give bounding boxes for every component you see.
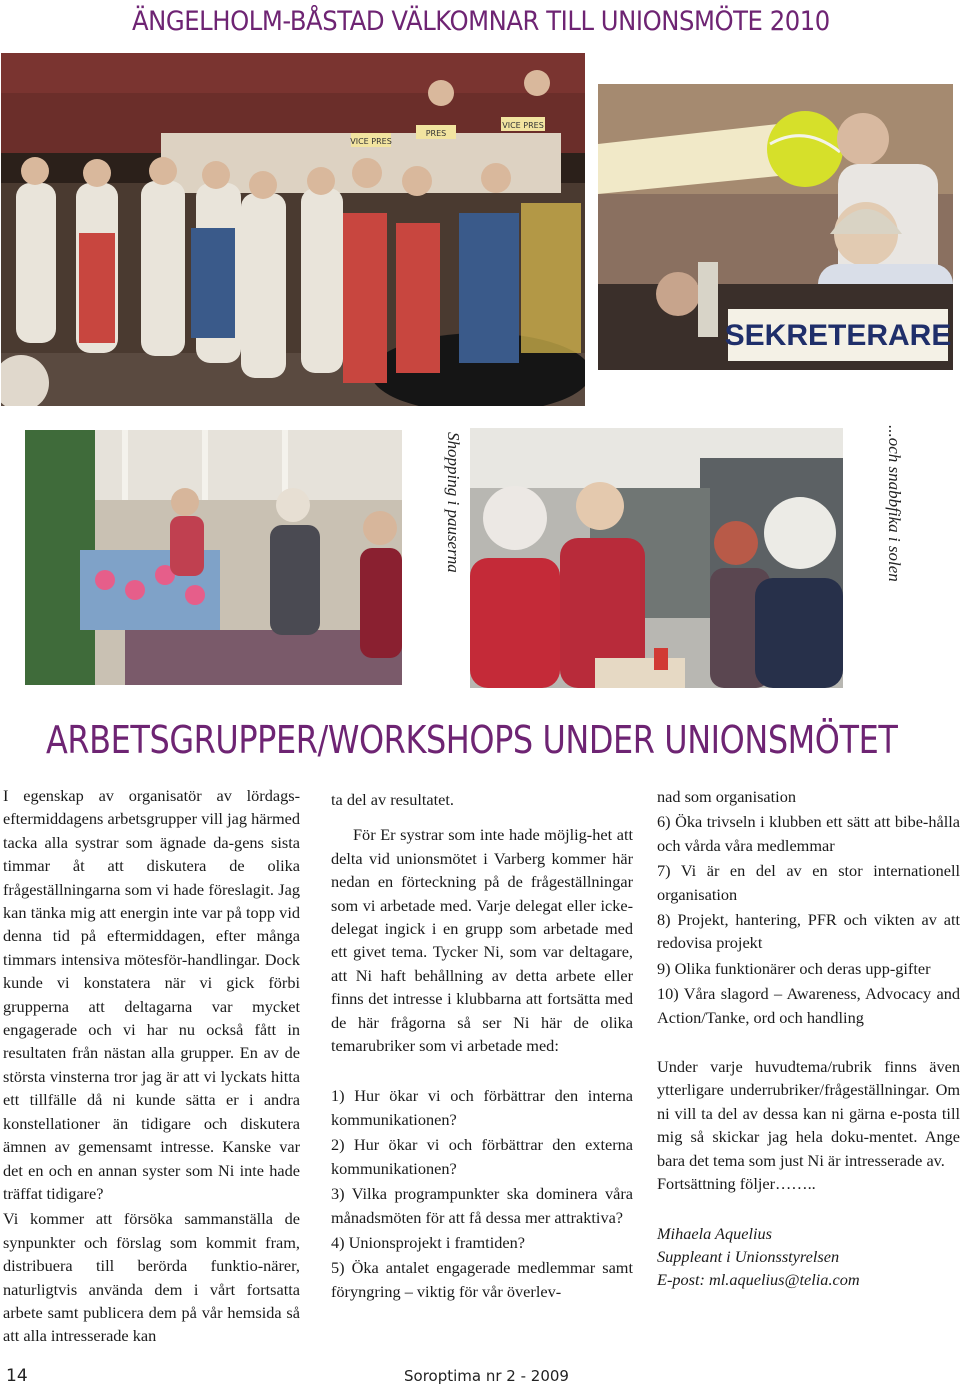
- sign-secretary: SEKRETERARE: [724, 319, 952, 352]
- col1-paragraph-1: I egenskap av organisatör av lördags-eftermiddagens arbetsgrupper vill jag härmed tacka alla systrar som ägnade da-gens sista timmar åt att diskutera de olika frågeställningarna som vi hade föreslagit. Jag kan tänka mig att energin inte var på topp vid denna tid på eftermiddagen, efter många timmars intensiva mötesför-handlingar. Dock kunde vi konstatera när vi gick förbi grupperna att deltagarna var mycket engagerade och vi har nu också fått in resultaten från nästan alla grupper. En av de största vinsterna tror jag är att vi lyckats hitta ett tillfälle då ni kunde sätta er i andra konstellationer än tidigare och diskutera ämnen av gemensamt intresse. Kanske var det en och en annan syster som Ni inte hade träffat tidigare?: [3, 786, 300, 1203]
- theme-item-10: 10) Våra slagord – Awareness, Advocacy and Action/Tanke, ord och handling: [657, 984, 960, 1027]
- col2-paragraph-2: För Er systrar som inte hade möjlig-het att delta vid unionsmötet i Varberg kommer här nedan en förteckning på de frågeställningar som vi arbetade med. Varje delegat eller icke-delegat ingick i en grupp som arbetade med ett givet tema. Tycker Ni, som var deltagare, att Ni haft behållning av detta arbete eller finns det intresse i klubbarna att fortsätta med de här frågorna så ser Ni här de olika temarubriker som vi arbetade med:: [331, 825, 633, 1056]
- theme-item-9: 9) Olika funktionärer och deras upp-gifter: [657, 958, 931, 978]
- theme-item-3: 3) Vilka programpunkter ska dominera våra månadsmöten för att få dessa mer attraktiva?: [331, 1184, 633, 1227]
- page-headline: ÄNGELHOLM-BÅSTAD VÄLKOMNAR TILL UNIONSMÖTE 2010: [132, 6, 830, 37]
- col1-paragraph-2: Vi kommer att försöka sammanställa de synpunkter och förslag som kommit fram, distribuera till berörda funktio-närer, naturligtvis använda dem i vårt fortsatta arbete samt publicera dem på vår hemsida så att alla intresserade kan: [3, 1209, 300, 1346]
- col3-paragraph: Under varje huvudtema/rubrik finns även ytterligare underrubriker/frågeställningar. Om ni vill ta del av dessa kan ni gärna e-posta till mig så skickar jag hela doku-mentet. Ange bara det tema som just Ni är intresserade av.: [657, 1057, 960, 1170]
- continuation-note: Fortsättning följer……..: [657, 1174, 816, 1194]
- theme-item-7: 7) Vi är en del av en stor internationell organisation: [657, 861, 960, 904]
- column-3: [657, 785, 960, 1292]
- photo-coffee-in-sun: [470, 428, 843, 688]
- signature-role: Suppleant i Unionsstyrelsen: [657, 1246, 840, 1266]
- column-1: [3, 784, 300, 1348]
- sign-pres: PRES: [425, 129, 447, 138]
- caption-coffee: ...och snabbfika i solen: [885, 425, 904, 582]
- col2-paragraph-1: ta del av resultatet.: [331, 790, 454, 809]
- theme-item-6: 6) Öka trivseln i klubben ett sätt att bibe-hålla och vårda våra medlemmar: [657, 812, 960, 855]
- caption-shopping: Shopping i pauserna: [444, 432, 463, 573]
- theme-item-2: 2) Hur ökar vi och förbättrar den externa kommunikationen?: [331, 1135, 633, 1178]
- photo-stage-ceremony: [1, 53, 585, 406]
- column-2: [331, 788, 633, 1303]
- theme-item-1: 1) Hur ökar vi och förbättrar den interna kommunikationen?: [331, 1086, 633, 1129]
- signature-name: Mihaela Aquelius: [657, 1223, 773, 1243]
- theme-item-8: 8) Projekt, hantering, PFR och vikten av att redovisa projekt: [657, 910, 960, 953]
- photo-secretary: [598, 84, 953, 370]
- section-title: ARBETSGRUPPER/WORKSHOPS UNDER UNIONSMÖTET: [46, 718, 898, 762]
- signature-email: E-post: ml.aquelius@telia.com: [657, 1270, 860, 1290]
- sign-vice-pres-2: VICE PRES: [502, 121, 544, 130]
- theme-item-5-continued: nad som organisation: [657, 787, 796, 806]
- magazine-issue: Soroptima nr 2 - 2009: [404, 1367, 569, 1385]
- page-number: 14: [6, 1366, 28, 1386]
- theme-item-5: 5) Öka antalet engagerade medlemmar samt föryngring – viktig för vår överlev-: [331, 1258, 633, 1301]
- theme-item-4: 4) Unionsprojekt i framtiden?: [331, 1232, 525, 1252]
- sign-vice-pres-1: VICE PRES: [350, 137, 392, 146]
- photo-shopping: [25, 430, 402, 685]
